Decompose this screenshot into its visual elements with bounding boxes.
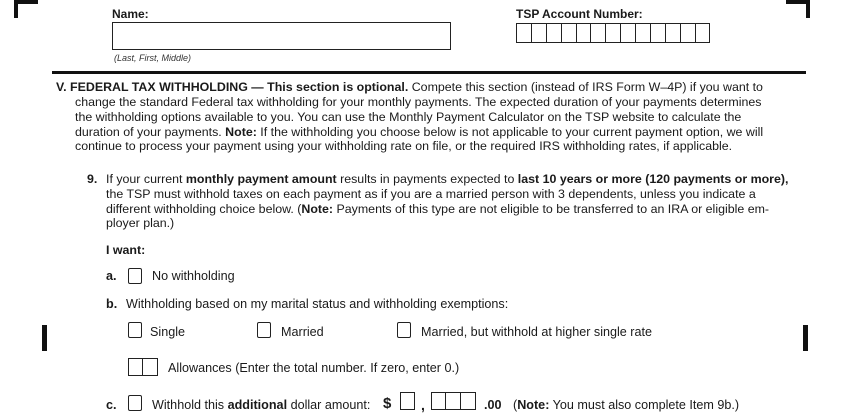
no-withholding-checkbox[interactable] bbox=[128, 268, 142, 284]
tsp-account-digit[interactable] bbox=[665, 23, 680, 43]
tsp-account-digit[interactable] bbox=[680, 23, 695, 43]
section-divider bbox=[52, 71, 806, 74]
section-title: FEDERAL TAX WITHHOLDING bbox=[70, 80, 248, 94]
name-label: Name: bbox=[112, 7, 149, 21]
thousands-comma: , bbox=[421, 397, 425, 413]
option-c-letter: c. bbox=[106, 398, 117, 412]
name-field[interactable] bbox=[112, 22, 451, 50]
option-a-letter: a. bbox=[106, 269, 117, 283]
married-higher-rate-label: Married, but withhold at higher single rate bbox=[421, 325, 653, 339]
tsp-account-digit[interactable] bbox=[576, 23, 591, 43]
married-higher-rate-checkbox[interactable] bbox=[397, 322, 411, 338]
registration-mark-top-right bbox=[786, 0, 810, 18]
tsp-account-digit[interactable] bbox=[650, 23, 665, 43]
section-optional-note: This section is optional. bbox=[267, 80, 409, 94]
married-checkbox[interactable] bbox=[257, 322, 271, 338]
amount-thousands-box[interactable] bbox=[400, 392, 415, 410]
item-9-text: If your current monthly payment amount results in payments expected to last 10 years or more (120 payments or more), the TSP must withhold taxes on each payment as if you are a married person with 3 dependents, unless you indicate a different withholding choice below. (Note: Payments of this type are not eligible to be transferred to an IRA or eligible em- ployer plan.) bbox=[106, 172, 789, 231]
registration-mark-top-left bbox=[14, 0, 38, 18]
amount-digit[interactable] bbox=[461, 392, 476, 410]
registration-mark-right bbox=[803, 325, 808, 351]
tsp-account-label: TSP Account Number: bbox=[516, 7, 643, 21]
allowances-digit[interactable] bbox=[128, 358, 143, 376]
married-label: Married bbox=[281, 325, 324, 339]
tsp-account-digit[interactable] bbox=[590, 23, 605, 43]
marital-withholding-label: Withholding based on my marital status and withholding exemptions: bbox=[126, 297, 509, 311]
tsp-account-digit[interactable] bbox=[561, 23, 576, 43]
tsp-account-number-field[interactable] bbox=[516, 23, 710, 43]
tsp-account-digit[interactable] bbox=[516, 23, 531, 43]
i-want-label: I want: bbox=[106, 243, 146, 257]
amount-digit[interactable] bbox=[431, 392, 446, 410]
allowances-label: Allowances (Enter the total number. If zero, enter 0.) bbox=[168, 361, 460, 375]
amount-digit[interactable] bbox=[446, 392, 461, 410]
tsp-account-digit[interactable] bbox=[695, 23, 710, 43]
allowances-field[interactable] bbox=[128, 358, 158, 376]
tsp-account-digit[interactable] bbox=[635, 23, 650, 43]
cents-label: .00 bbox=[484, 398, 502, 412]
amount-hundreds-field[interactable] bbox=[431, 392, 476, 410]
tsp-account-digit[interactable] bbox=[605, 23, 620, 43]
allowances-digit[interactable] bbox=[143, 358, 158, 376]
section-number: V. bbox=[56, 80, 67, 94]
no-withholding-label: No withholding bbox=[152, 269, 235, 283]
item-9-number: 9. bbox=[87, 172, 98, 186]
additional-amount-checkbox[interactable] bbox=[128, 395, 142, 411]
additional-amount-note: (Note: You must also complete Item 9b.) bbox=[513, 398, 740, 412]
registration-mark-left bbox=[42, 325, 47, 351]
tsp-account-digit[interactable] bbox=[620, 23, 635, 43]
name-hint: (Last, First, Middle) bbox=[114, 53, 192, 63]
section-v-intro: V. FEDERAL TAX WITHHOLDING — This section is optional. Compete this section (instead of IRS Form W–4P) if you want to bbox=[56, 80, 763, 94]
single-checkbox[interactable] bbox=[128, 322, 142, 338]
tsp-account-digit[interactable] bbox=[531, 23, 546, 43]
section-v-body: change the standard Federal tax withholding for your monthly payments. The expected duration of your payments determines the withholding options available to you. You can use the Monthly Payment Calculator on the TSP website to calculate the duration of your payments. Note: If the withholding you choose below is not applicable to your current payment option, we will continue to process your payment using your withholding rate on file, or the required IRS withholding rates, if applicable. bbox=[75, 95, 764, 154]
dollar-sign: $ bbox=[383, 395, 392, 412]
single-label: Single bbox=[150, 325, 186, 339]
option-b-letter: b. bbox=[106, 297, 118, 311]
tsp-account-digit[interactable] bbox=[546, 23, 561, 43]
additional-amount-label: Withhold this additional dollar amount: bbox=[152, 398, 371, 412]
